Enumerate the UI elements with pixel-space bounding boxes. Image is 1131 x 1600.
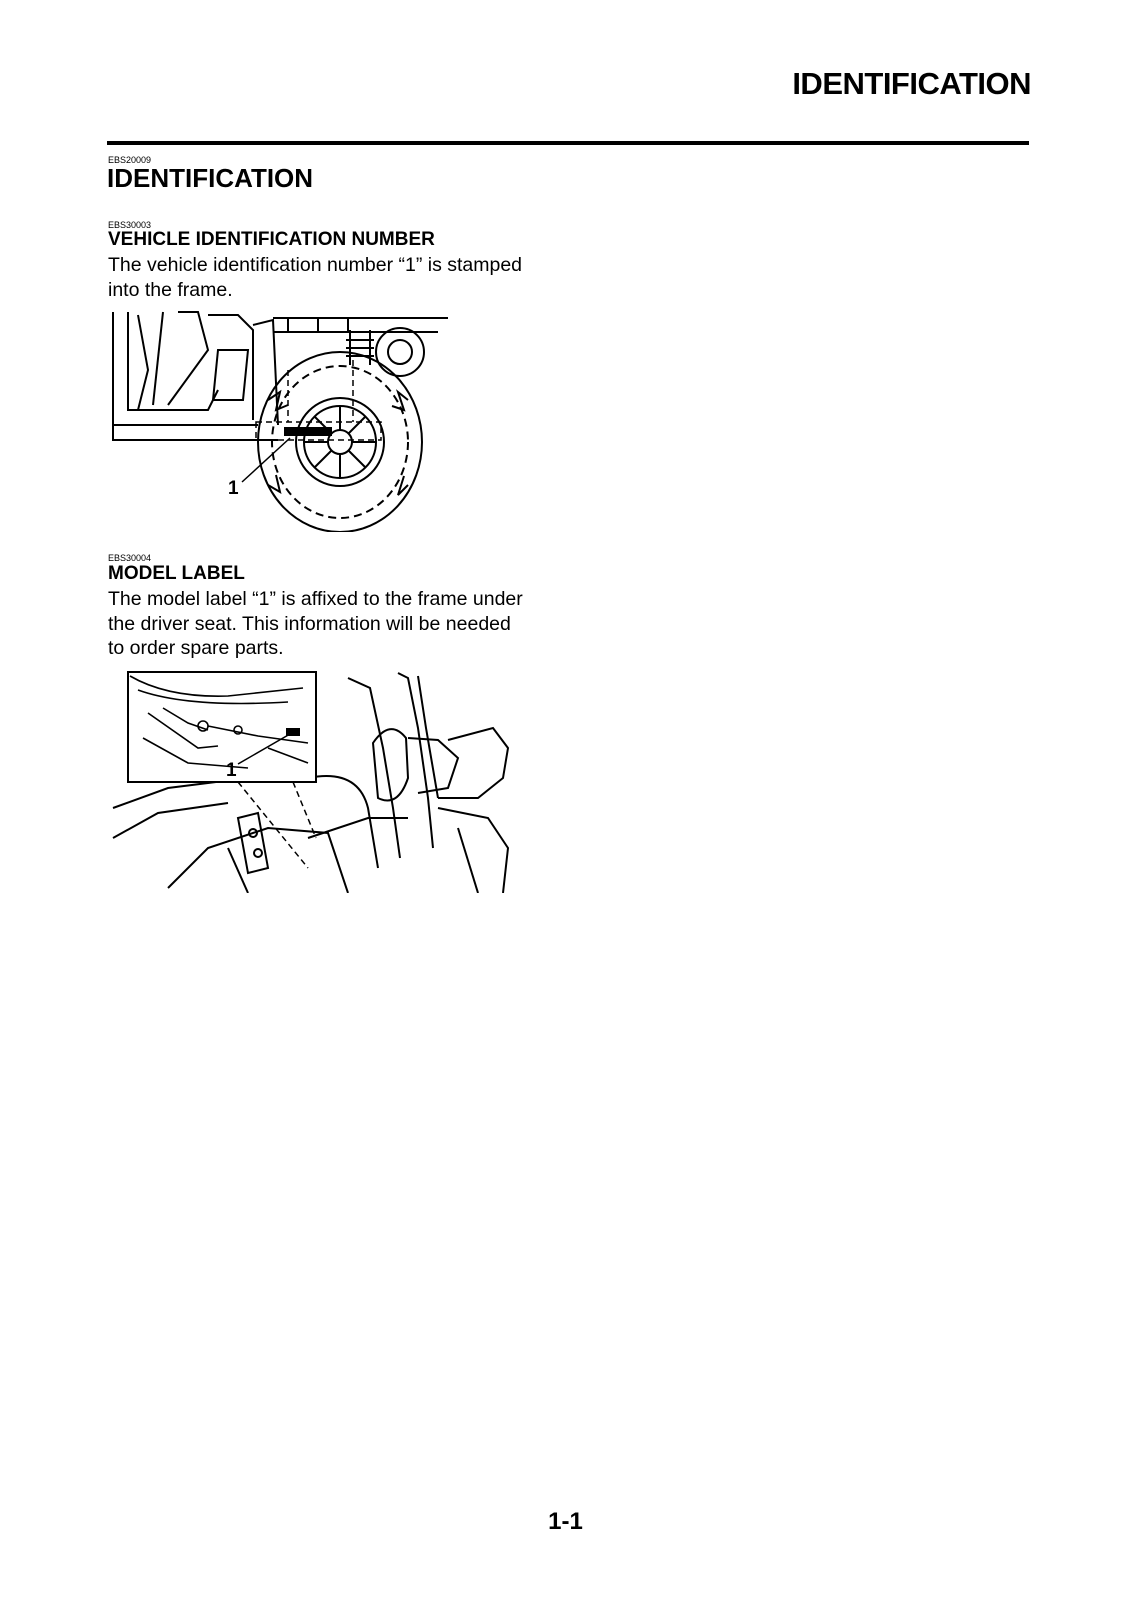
vin-title: VEHICLE IDENTIFICATION NUMBER: [108, 229, 435, 250]
section-code: EBS20009: [108, 155, 152, 165]
model-label-figure-drawing: [108, 668, 518, 893]
vin-code: EBS30003: [108, 220, 152, 230]
vin-stamp-area: [284, 427, 332, 436]
model-label-callout: 1: [226, 760, 237, 781]
model-label-title: MODEL LABEL: [108, 563, 245, 584]
model-label-body: [108, 587, 553, 661]
section-title: IDENTIFICATION: [107, 163, 314, 193]
vin-body-line-1: The vehicle identification number “1” is stamped: [108, 254, 523, 276]
model-label-figure: [108, 668, 518, 898]
vin-figure: [108, 310, 458, 537]
header-rule: [107, 141, 1029, 145]
vin-body-line-2: into the frame.: [108, 278, 233, 301]
model-label-code: EBS30004: [108, 553, 152, 563]
header-title: IDENTIFICATION: [792, 66, 1031, 101]
vin-body: [108, 253, 553, 302]
model-label-body-line-2: the driver seat. This information will be needed: [108, 612, 511, 635]
model-label-body-line-1: The model label “1” is affixed to the frame under: [108, 588, 523, 610]
model-label-body-line-3: to order spare parts.: [108, 637, 284, 659]
vin-figure-drawing: [108, 310, 458, 532]
vin-callout: 1: [228, 478, 239, 499]
page-number: 1-1: [548, 1508, 583, 1535]
